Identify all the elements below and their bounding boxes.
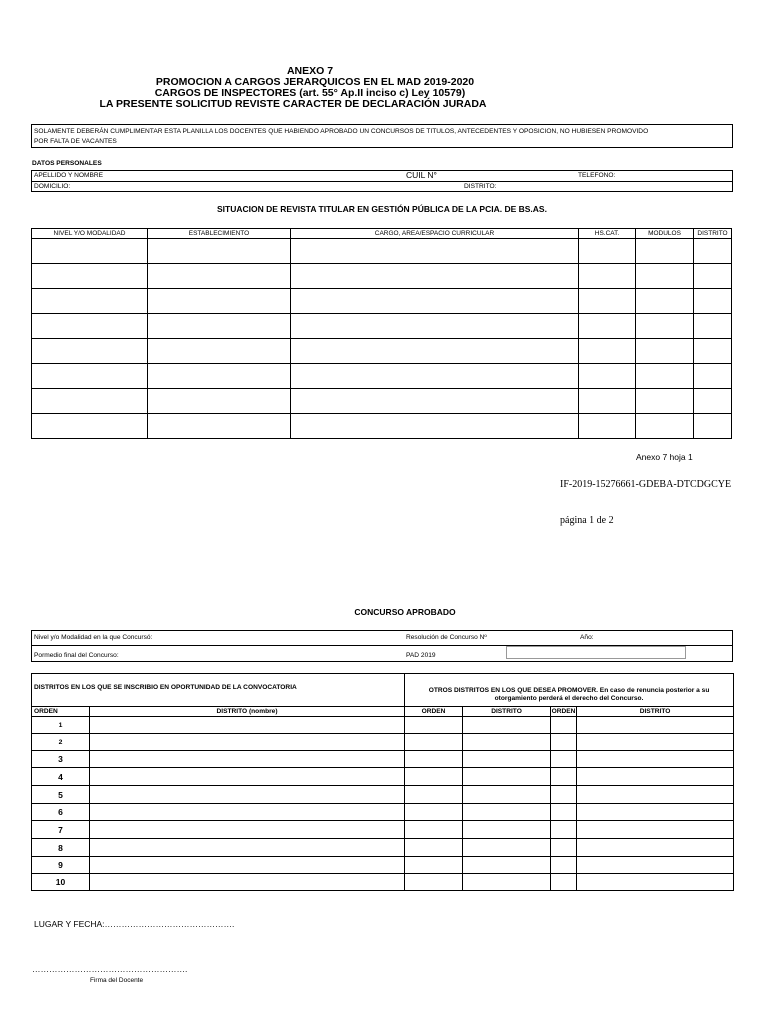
district-order-number: 6 [32,804,90,821]
contest-box [31,630,733,662]
signature-line: ………………………………………………. [32,964,188,974]
district-cell[interactable] [463,717,551,734]
district-cell[interactable] [577,768,734,786]
district-order-number: 10 [32,874,90,891]
district-row [32,751,734,768]
name-label: APELLIDO Y NOMBRE [34,172,104,179]
col-level: NIVEL Y/O MODALIDAD [32,229,148,239]
district-cell[interactable] [90,839,405,857]
district-order-number: 3 [32,751,90,768]
district-row [32,804,734,821]
right-order-header-2: ORDEN [551,707,576,715]
district-row [32,874,734,891]
situation-cell[interactable] [579,414,636,439]
situation-row [32,389,732,414]
situation-cell[interactable] [148,339,291,364]
situation-cell[interactable] [148,314,291,339]
notice-box [31,124,733,148]
situation-cell[interactable] [291,264,579,289]
district-order-number: 8 [32,839,90,857]
district-cell[interactable] [90,717,405,734]
district-row [32,734,734,751]
situation-cell[interactable] [291,389,579,414]
situation-cell[interactable] [32,289,148,314]
annex-number: ANEXO 7 [286,65,334,77]
district-order-number: 4 [32,768,90,786]
situation-cell[interactable] [291,314,579,339]
col-hours: HS.CAT. [579,229,636,239]
col-position: CARGO, AREA/ESPACIO CURRICULAR [291,229,579,239]
situation-cell[interactable] [694,414,732,439]
situation-cell[interactable] [636,389,694,414]
district-cell[interactable] [577,839,734,857]
district-row [32,786,734,804]
contest-title: CONCURSO APROBADO [354,607,456,617]
district-cell[interactable] [463,857,551,874]
district-cell[interactable] [551,768,577,786]
situation-cell[interactable] [32,364,148,389]
annex-subtitle: PROMOCION A CARGOS JERARQUICOS EN EL MAD 2019-2020 [155,76,475,88]
district-cell[interactable] [463,734,551,751]
right-district-header-2: DISTRITO [577,707,734,717]
situation-cell[interactable] [148,389,291,414]
district-row [32,839,734,857]
district-cell[interactable] [90,786,405,804]
district-row [32,821,734,839]
col-establishment: ESTABLECIMIENTO [148,229,291,239]
district-cell[interactable] [463,786,551,804]
right-order-header-1: ORDEN [405,707,463,717]
situation-cell[interactable] [636,339,694,364]
contest-level-label: Nivel y/o Modalidad en la que Concursó: [34,634,153,641]
district-cell[interactable] [551,874,577,891]
districts-table [31,673,734,891]
district-cell[interactable] [90,768,405,786]
situation-cell[interactable] [32,414,148,439]
sheet-label: Anexo 7 hoja 1 [636,452,693,462]
situation-cell[interactable] [636,364,694,389]
district-cell[interactable] [551,839,577,857]
situation-cell[interactable] [148,289,291,314]
district-cell[interactable] [90,804,405,821]
situation-cell[interactable] [579,364,636,389]
situation-cell[interactable] [148,239,291,264]
personal-data-box [31,170,733,192]
place-date-line: LUGAR Y FECHA:………………………………………. [34,919,235,929]
situation-cell[interactable] [32,389,148,414]
district-order-number: 5 [32,786,90,804]
situation-cell[interactable] [694,364,732,389]
situation-row [32,339,732,364]
situation-row [32,239,732,264]
district-cell[interactable] [577,717,734,734]
col-district: DISTRITO [694,229,732,239]
other-districts-title [405,674,734,707]
district-cell[interactable] [405,717,463,734]
district-cell[interactable] [463,804,551,821]
district-order-number: 7 [32,821,90,839]
district-cell[interactable] [405,821,463,839]
pad-input[interactable] [506,646,686,659]
situation-cell[interactable] [148,264,291,289]
col-modules: MODULOS [636,229,694,239]
district-cell[interactable] [405,768,463,786]
situation-row [32,289,732,314]
situation-cell[interactable] [579,289,636,314]
situation-cell[interactable] [579,239,636,264]
district-cell[interactable] [405,786,463,804]
district-cell[interactable] [90,751,405,768]
situation-cell[interactable] [291,339,579,364]
district-row [32,768,734,786]
district-cell[interactable] [405,804,463,821]
address-label: DOMICILIO: [34,183,71,190]
district-cell[interactable] [90,874,405,891]
situation-cell[interactable] [291,414,579,439]
district-cell[interactable] [405,751,463,768]
district-cell[interactable] [551,751,577,768]
notice-line-1: SOLAMENTE DEBERÁN CUMPLIMENTAR ESTA PLANILLA LOS DOCENTES QUE HABIENDO APROBADO UN CONCURSOS DE TITULOS, ANTECEDENTES Y OPOSICION, NO HUBIESEN PROMOVIDO [34,128,649,135]
district-cell[interactable] [577,821,734,839]
district-cell[interactable] [577,734,734,751]
district-order-number: 2 [32,734,90,751]
district-cell[interactable] [551,821,577,839]
cuil-label: CUIL N° [406,170,437,180]
situation-cell[interactable] [32,239,148,264]
district-cell[interactable] [90,857,405,874]
situation-cell[interactable] [694,289,732,314]
situation-cell[interactable] [694,339,732,364]
district-order-number: 1 [32,717,90,734]
situation-row [32,314,732,339]
other-districts-title-line-2: otorgamiento perderá el derecho del Concurso. [494,695,644,702]
district-cell[interactable] [463,874,551,891]
situation-cell[interactable] [32,314,148,339]
districts-title-row [32,674,734,707]
situation-cell[interactable] [579,389,636,414]
situation-cell[interactable] [148,414,291,439]
situation-cell[interactable] [148,364,291,389]
district-cell[interactable] [577,857,734,874]
situation-cell[interactable] [32,264,148,289]
situation-cell[interactable] [291,289,579,314]
district-cell[interactable] [405,857,463,874]
situation-row [32,264,732,289]
left-district-header: DISTRITO (nombre) [90,707,405,717]
situation-cell[interactable] [636,314,694,339]
other-districts-title-line-1: OTROS DISTRITOS EN LOS QUE DESEA PROMOVER. En caso de renuncia posterior a su [428,687,710,694]
situation-header-row [32,229,732,239]
district-cell[interactable] [551,717,577,734]
situation-cell[interactable] [291,364,579,389]
year-label: Año: [580,634,594,641]
district-row [32,857,734,874]
situation-cell[interactable] [636,264,694,289]
situation-cell[interactable] [694,239,732,264]
personal-data-heading: DATOS PERSONALES [32,160,102,167]
signature-caption: Firma del Docente [90,977,144,984]
situation-cell[interactable] [32,339,148,364]
district-cell[interactable] [405,839,463,857]
situation-cell[interactable] [636,239,694,264]
situation-cell[interactable] [636,414,694,439]
districts-header-row [32,707,734,717]
situation-row [32,414,732,439]
district-cell[interactable] [551,804,577,821]
situation-cell[interactable] [579,339,636,364]
district-row [32,717,734,734]
situation-row [32,364,732,389]
left-order-header: ORDEN [32,707,90,717]
situation-cell[interactable] [291,239,579,264]
situation-table [31,228,732,439]
district-cell[interactable] [551,786,577,804]
district-label: DISTRITO: [464,183,497,190]
situation-cell[interactable] [579,264,636,289]
district-cell[interactable] [463,768,551,786]
district-cell[interactable] [463,821,551,839]
average-label: Pormedio final del Concurso: [34,652,119,659]
situation-title: SITUACION DE REVISTA TITULAR EN GESTIÓN PÚBLICA DE LA PCIA. DE BS.AS. [217,204,547,214]
district-cell[interactable] [577,874,734,891]
registered-districts-title: DISTRITOS EN LOS QUE SE INSCRIBIO EN OPORTUNIDAD DE LA CONVOCATORIA [32,674,405,707]
sworn-declaration-title: LA PRESENTE SOLICITUD REVISTE CARACTER DE DECLARACIÓN JURADA [99,98,487,110]
situation-cell[interactable] [694,389,732,414]
district-cell[interactable] [90,734,405,751]
district-cell[interactable] [405,874,463,891]
document-id: IF-2019-15276661-GDEBA-DTCDGCYE [560,479,732,490]
resolution-label: Resolución de Concurso Nº [406,634,487,641]
district-cell[interactable] [405,734,463,751]
situation-cell[interactable] [694,314,732,339]
district-cell[interactable] [90,821,405,839]
phone-label: TELEFONO: [578,172,616,179]
situation-cell[interactable] [579,314,636,339]
district-cell[interactable] [577,786,734,804]
right-district-header-1: DISTRITO [463,707,551,717]
district-cell[interactable] [577,751,734,768]
district-cell[interactable] [551,734,577,751]
district-cell[interactable] [463,839,551,857]
page-number: página 1 de 2 [560,515,614,526]
district-cell[interactable] [463,751,551,768]
annex-positions: CARGOS DE INSPECTORES (art. 55° Ap.II inciso c) Ley 10579) [154,87,466,99]
district-cell[interactable] [551,857,577,874]
district-cell[interactable] [577,804,734,821]
pad-label: PAD 2019 [406,652,436,659]
notice-line-2: POR FALTA DE VACANTES [34,138,117,145]
situation-cell[interactable] [636,289,694,314]
district-order-number: 9 [32,857,90,874]
situation-cell[interactable] [694,264,732,289]
